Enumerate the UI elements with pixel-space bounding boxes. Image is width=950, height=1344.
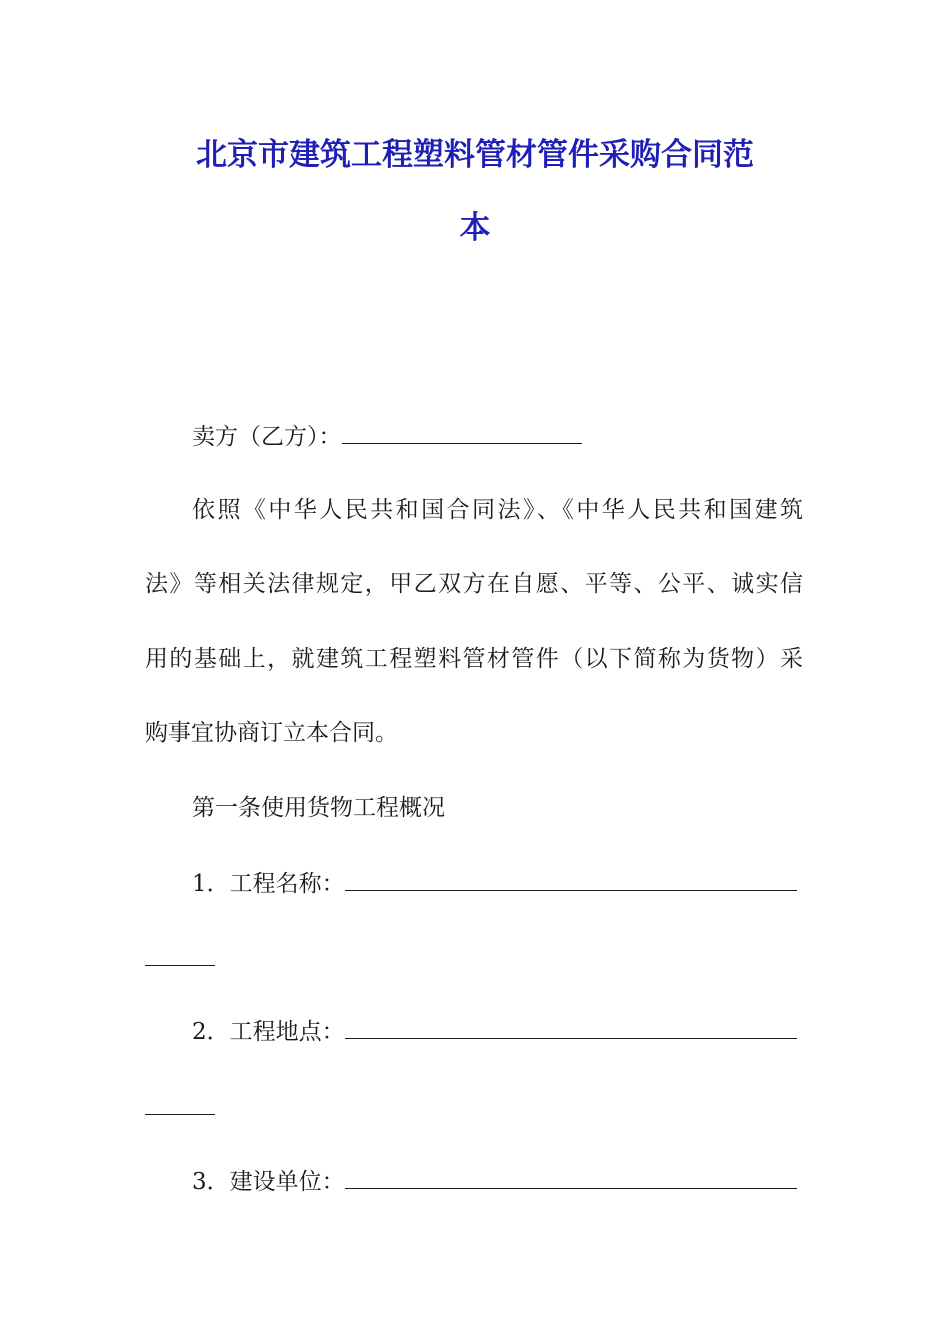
item-1-label: 1．工程名称： <box>192 871 345 897</box>
seller-blank <box>342 421 582 444</box>
item-3-blank <box>345 1166 797 1189</box>
item-2-field <box>192 1016 797 1047</box>
intro-line-3: 用的基础上，就建筑工程塑料管材管件（以下简称为货物）采 <box>145 646 803 672</box>
document-title-line-1: 北京市建筑工程塑料管材管件采购合同范 <box>196 137 754 173</box>
article-1-heading: 第一条使用货物工程概况 <box>192 795 445 821</box>
item-3-label: 3．建设单位： <box>192 1169 345 1195</box>
item-2-blank-continuation <box>145 1114 215 1115</box>
item-1-field <box>192 868 797 899</box>
item-1-blank <box>345 868 797 891</box>
intro-line-4: 购事宜协商订立本合同。 <box>145 720 398 746</box>
item-2-label: 2．工程地点： <box>192 1019 345 1045</box>
seller-field <box>192 421 582 452</box>
intro-line-2: 法》等相关法律规定，甲乙双方在自愿、平等、公平、诚实信 <box>145 571 803 597</box>
document-title-line-2: 本 <box>459 210 491 246</box>
intro-line-1: 依照《中华人民共和国合同法》、《中华人民共和国建筑 <box>192 497 803 523</box>
item-1-blank-continuation <box>145 965 215 966</box>
item-3-field <box>192 1166 797 1197</box>
item-2-blank <box>345 1016 797 1039</box>
seller-label: 卖方（乙方）： <box>192 424 342 450</box>
